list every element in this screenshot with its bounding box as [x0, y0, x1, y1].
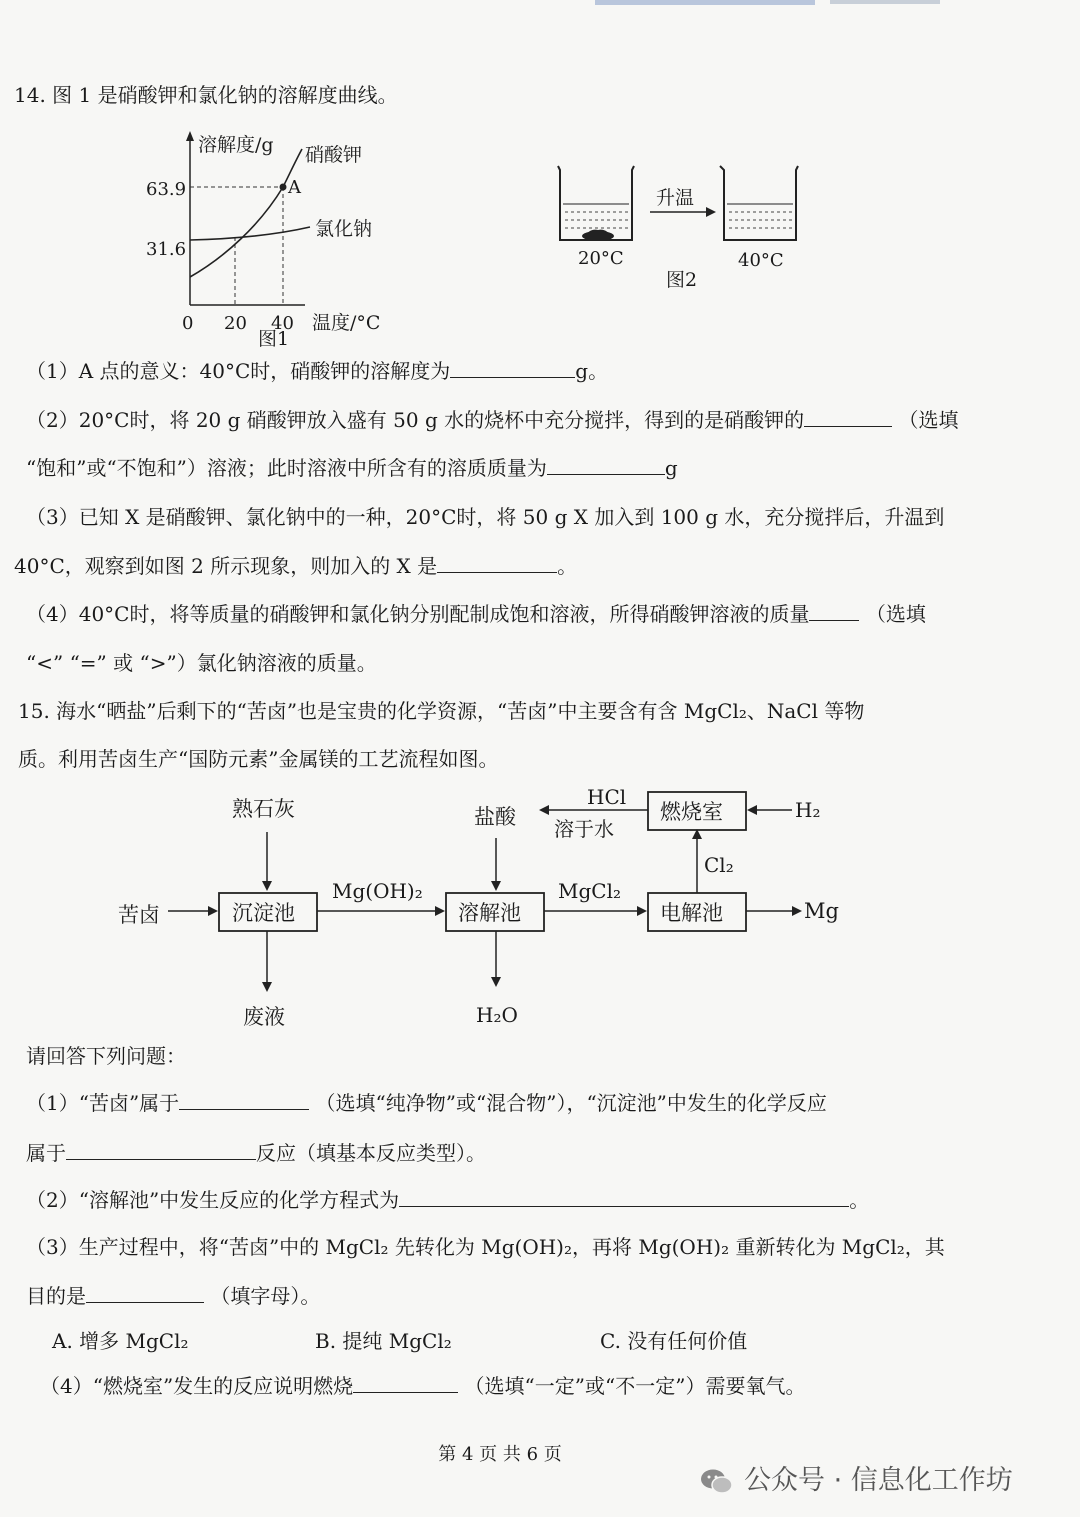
answer-blank[interactable]	[450, 359, 575, 378]
x-tick-20: 20	[224, 313, 247, 334]
answer-blank[interactable]	[66, 1141, 256, 1160]
box1-label: 沉淀池	[232, 901, 295, 925]
q15-option-b: B. 提纯 MgCl₂	[315, 1329, 452, 1353]
answer-blank[interactable]	[353, 1374, 458, 1393]
water-label: H₂O	[476, 1003, 518, 1027]
answer-blank[interactable]	[547, 456, 665, 475]
kno3-curve	[190, 149, 302, 277]
answer-blank[interactable]	[399, 1188, 849, 1207]
heat-label: 升温	[656, 187, 695, 209]
q15-option-c: C. 没有任何价值	[600, 1329, 748, 1353]
fig2-beakers	[550, 160, 800, 295]
right-temp: 40°C	[738, 250, 784, 271]
answer-blank[interactable]	[437, 554, 557, 573]
q14-part2: （2）20°C时，将 20 g 硝酸钾放入盛有 50 g 水的烧杯中充分搅拌，得到的是硝酸钾的 （选填	[26, 408, 959, 432]
q15-stem: 15. 海水“晒盐”后剩下的“苦卤”也是宝贵的化学资源，“苦卤”中主要含有含 MgCl₂、NaCl 等物	[18, 699, 865, 723]
mgoh2-label: Mg(OH)₂	[332, 879, 423, 903]
q14-part3-cont: 40°C，观察到如图 2 所示现象，则加入的 X 是 。	[14, 554, 578, 578]
q15-part1: （1）“苦卤”属于 （选填“纯净物”或“混合物”），“沉淀池”中发生的化学反应	[26, 1091, 827, 1115]
mgcl2-label: MgCl₂	[558, 879, 621, 903]
wechat-icon	[700, 1468, 734, 1496]
q15-part3-cont: 目的是 （填字母）。	[26, 1284, 321, 1308]
box4-label: 燃烧室	[660, 800, 723, 824]
left-temp: 20°C	[578, 248, 624, 269]
q14-part4: （4）40°C时，将等质量的硝酸钾和氯化钠分别配制成饱和溶液，所得硝酸钾溶液的质量 （选填	[26, 602, 926, 626]
waste-label: 废液	[243, 1005, 285, 1029]
product-label: Mg	[804, 899, 839, 923]
q15-part2: （2）“溶解池”中发生反应的化学方程式为 。	[26, 1188, 870, 1212]
q14-part1: （1）A 点的意义：40°C时，硝酸钾的溶解度为 g。	[26, 359, 609, 383]
q15-option-a: A. 增多 MgCl₂	[52, 1329, 189, 1353]
x-axis-label: 温度/°C	[312, 312, 381, 334]
q15-part3: （3）生产过程中，将“苦卤”中的 MgCl₂ 先转化为 Mg(OH)₂，再将 Mg(OH)₂ 重新转化为 MgCl₂，其	[26, 1235, 945, 1259]
y-tick-31.6: 31.6	[146, 239, 187, 260]
q14-part2-cont: “饱和”或“不饱和”）溶液；此时溶液中所含有的溶质质量为 g	[26, 456, 678, 480]
dissolve-label: 溶于水	[554, 817, 614, 841]
x-tick-40: 40	[271, 313, 294, 334]
q15-part4: （4）“燃烧室”发生的反应说明燃烧 （选填“一定”或“不一定”）需要氧气。	[40, 1374, 806, 1398]
nacl-label: 氯化钠	[315, 218, 373, 240]
page-number: 第 4 页 共 6 页	[438, 1444, 562, 1465]
y-axis-label: 溶解度/g	[198, 134, 274, 156]
y-tick-63.9: 63.9	[146, 179, 187, 200]
q15-intro: 请回答下列问题：	[26, 1044, 186, 1068]
left-beaker	[558, 166, 634, 240]
q15-part1-cont: 属于 反应（填基本反应类型）。	[26, 1141, 486, 1165]
fig1-caption: 图1	[258, 328, 290, 350]
right-beaker	[720, 166, 798, 240]
top-edge-mark-2	[830, 0, 940, 4]
q14-stem: 14. 图 1 是硝酸钾和氯化钠的溶解度曲线。	[14, 83, 398, 107]
box3-label: 电解池	[660, 901, 723, 925]
kno3-label: 硝酸钾	[305, 144, 363, 166]
box2-label: 溶解池	[458, 901, 521, 925]
q15-stem-cont: 质。利用苦卤生产“国防元素”金属镁的工艺流程如图。	[18, 747, 499, 771]
fig1-solubility-chart	[130, 125, 400, 350]
answer-blank[interactable]	[809, 602, 859, 621]
q14-part3: （3）已知 X 是硝酸钾、氯化钠中的一种，20°C时，将 50 g X 加入到 100 g 水，充分搅拌后，升温到	[26, 505, 945, 529]
input-label: 苦卤	[118, 903, 160, 927]
answer-blank[interactable]	[86, 1284, 204, 1303]
reagent2-label: 盐酸	[474, 805, 516, 829]
y-axis-arrow	[186, 131, 194, 141]
q14-part4-cont: “<” “=” 或 “>”）氯化钠溶液的质量。	[26, 651, 377, 675]
cl2-label: Cl₂	[704, 853, 734, 877]
hcl-label: HCl	[587, 785, 627, 809]
mg-process-flow	[100, 780, 860, 1040]
watermark	[700, 1458, 1013, 1497]
answer-blank[interactable]	[804, 408, 892, 427]
point-a	[280, 184, 287, 191]
x-tick-0: 0	[182, 313, 194, 334]
top-edge-mark	[595, 0, 815, 5]
point-a-label: A	[288, 177, 301, 198]
reagent1-label: 熟石灰	[232, 797, 295, 821]
answer-blank[interactable]	[179, 1091, 309, 1110]
watermark-text: 公众号 · 信息化工作坊	[744, 1465, 1013, 1496]
h2-label: H₂	[795, 798, 821, 822]
fig2-caption: 图2	[666, 269, 698, 291]
